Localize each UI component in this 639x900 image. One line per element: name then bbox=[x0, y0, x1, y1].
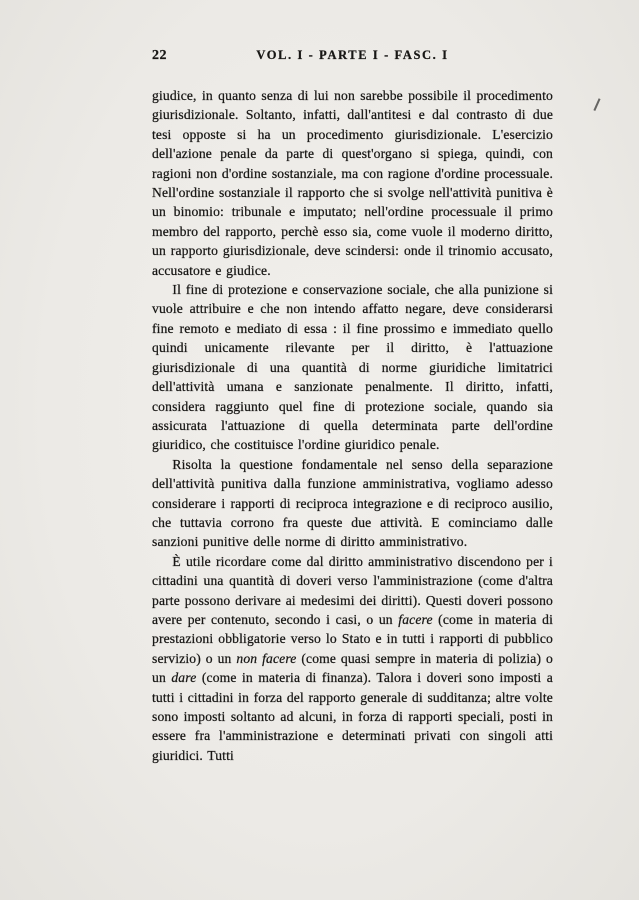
paragraph bbox=[152, 455, 553, 552]
text-run: (come in materia di prestazioni obbligatorie verso lo Stato e in tutti i rapporti di pubblico servizio) o un bbox=[152, 611, 553, 666]
running-header-title: VOL. I - PARTE I - FASC. I bbox=[256, 48, 449, 62]
text-run: (come quasi sempre in materia di polizia) o un bbox=[152, 650, 553, 686]
paragraph bbox=[152, 86, 553, 280]
page-header bbox=[152, 48, 553, 68]
italic-text-run: dare bbox=[171, 670, 197, 686]
text-run: Il fine di protezione e conservazione sociale, che alla punizione si vuole attribuire e che non intendo affatto negare, deve considerarsi fine remoto e mediato di essa : il fine prossimo e immediato quello quindi unicamente rilevante per il diritto, è l'attuazione giurisdizionale di una quantità di norme giuridiche limitatrici dell'attività umana e sanzionate penalmente. Il diritto, infatti, considera raggiunto quel fine di protezione sociale, quando sia assicurata l'attuazione di quella determinata parte dell'ordine giuridico, che costituisce l'ordine giuridico penale. bbox=[152, 282, 553, 453]
page-number: 22 bbox=[152, 48, 167, 63]
text-run: Risolta la questione fondamentale nel senso della separazione dell'attività punitiva dalla funzione amministrativa, vogliamo adesso considerare i rapporti di reciproca integrazione e di reciproco ausilio, che tuttavia corrono fra queste due attività. E cominciamo dalle sanzioni punitive delle norme di diritto amministrativo. bbox=[152, 456, 553, 550]
italic-text-run: non facere bbox=[236, 650, 297, 666]
text-run: (come in materia di finanza). Talora i doveri sono imposti a tutti i cittadini in forza del rapporto generale di sudditanza; altre volte sono imposti soltanto ad alcuni, in forza di rapporti speciali, posti in essere fra l'amministrazione e determinati privati con singoli atti giuridici. Tutti bbox=[152, 670, 553, 763]
text-run: giudice, in quanto senza di lui non sarebbe possibile il procedimento giurisdizionale. Soltanto, infatti, dall'antitesi e dal contrasto di due tesi opposte si ha un procedimento giurisdizionale. L'esercizio dell'azione penale da parte di quest'organo si spiega, quindi, con ragioni non d'ordine sostanziale, ma con ragione d'ordine processuale. Nell'ordine sostanziale il rapporto che si svolge nell'attività punitiva è un binomio: tribunale e imputato; nell'ordine processuale il primo membro del rapporto, perchè esso sia, come vuole il moderno diritto, un rapporto giurisdizionale, deve scindersi: onde il trinomio accusato, accusatore e giudice. bbox=[152, 88, 553, 278]
italic-text-run: facere bbox=[398, 611, 433, 627]
text-run: È utile ricordare come dal diritto amministrativo discendono per i cittadini una quantità di doveri verso l'amministrazione (come d'altra parte possono derivare ai medesimi dei diritti). Questi doveri possono avere per contenuto, secondo i casi, o un bbox=[152, 553, 553, 627]
paragraph bbox=[152, 280, 553, 455]
text-block bbox=[152, 86, 553, 765]
paragraph bbox=[152, 552, 553, 765]
scan-artifact-mark bbox=[593, 98, 600, 110]
